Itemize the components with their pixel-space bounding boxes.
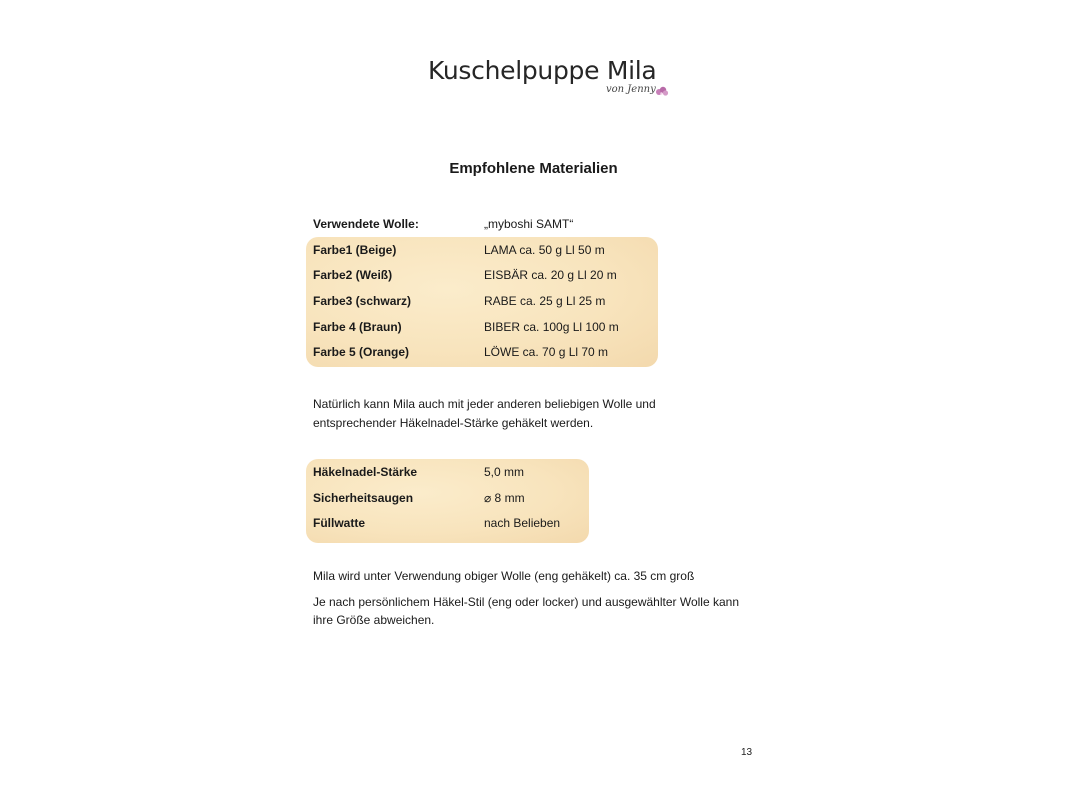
- tool-row-value: ⌀ 8 mm: [484, 491, 525, 505]
- note-line-1: Natürlich kann Mila auch mit jeder anderen beliebigen Wolle und: [313, 397, 656, 411]
- color-row-value: BIBER ca. 100g Ll 100 m: [484, 320, 619, 334]
- color-row-label: Farbe 5 (Orange): [313, 345, 410, 359]
- tool-row-label: Sicherheitsaugen: [313, 491, 414, 505]
- yarn-label: Verwendete Wolle:: [313, 217, 419, 231]
- color-row-value: LÖWE ca. 70 g Ll 70 m: [484, 345, 609, 359]
- color-row-value: LAMA ca. 50 g Ll 50 m: [484, 243, 605, 257]
- size-info-line-1: Mila wird unter Verwendung obiger Wolle (eng gehäkelt) ca. 35 cm groß: [313, 569, 695, 583]
- color-row-value: EISBÄR ca. 20 g Ll 20 m: [484, 268, 617, 282]
- size-info-line-3: ihre Größe abweichen.: [313, 613, 435, 627]
- size-info-line-2: Je nach persönlichem Häkel-Stil (eng oder locker) und ausgewählter Wolle kann: [313, 595, 739, 609]
- flower-icon: [655, 85, 669, 97]
- section-heading-text: Empfohlene Materialien: [449, 160, 618, 177]
- section-heading: [0, 160, 1067, 177]
- tool-row-value: 5,0 mm: [484, 465, 525, 479]
- tool-row-value: nach Belieben: [484, 516, 561, 530]
- document-author-signature: von Jenny: [606, 84, 656, 95]
- color-row-value: RABE ca. 25 g Ll 25 m: [484, 294, 606, 308]
- page-number: 13: [741, 747, 753, 758]
- note-line-2: entsprechender Häkelnadel-Stärke gehäkelt werden.: [313, 416, 594, 430]
- tool-row-label: Füllwatte: [313, 516, 366, 530]
- document-title: Kuschelpuppe Mila: [428, 56, 657, 85]
- tool-row-label: Häkelnadel-Stärke: [313, 465, 418, 479]
- color-row-label: Farbe3 (schwarz): [313, 294, 412, 308]
- color-row-label: Farbe2 (Weiß): [313, 268, 393, 282]
- color-row-label: Farbe1 (Beige): [313, 243, 397, 257]
- color-row-label: Farbe 4 (Braun): [313, 320, 402, 334]
- yarn-value: „myboshi SAMT“: [484, 217, 574, 231]
